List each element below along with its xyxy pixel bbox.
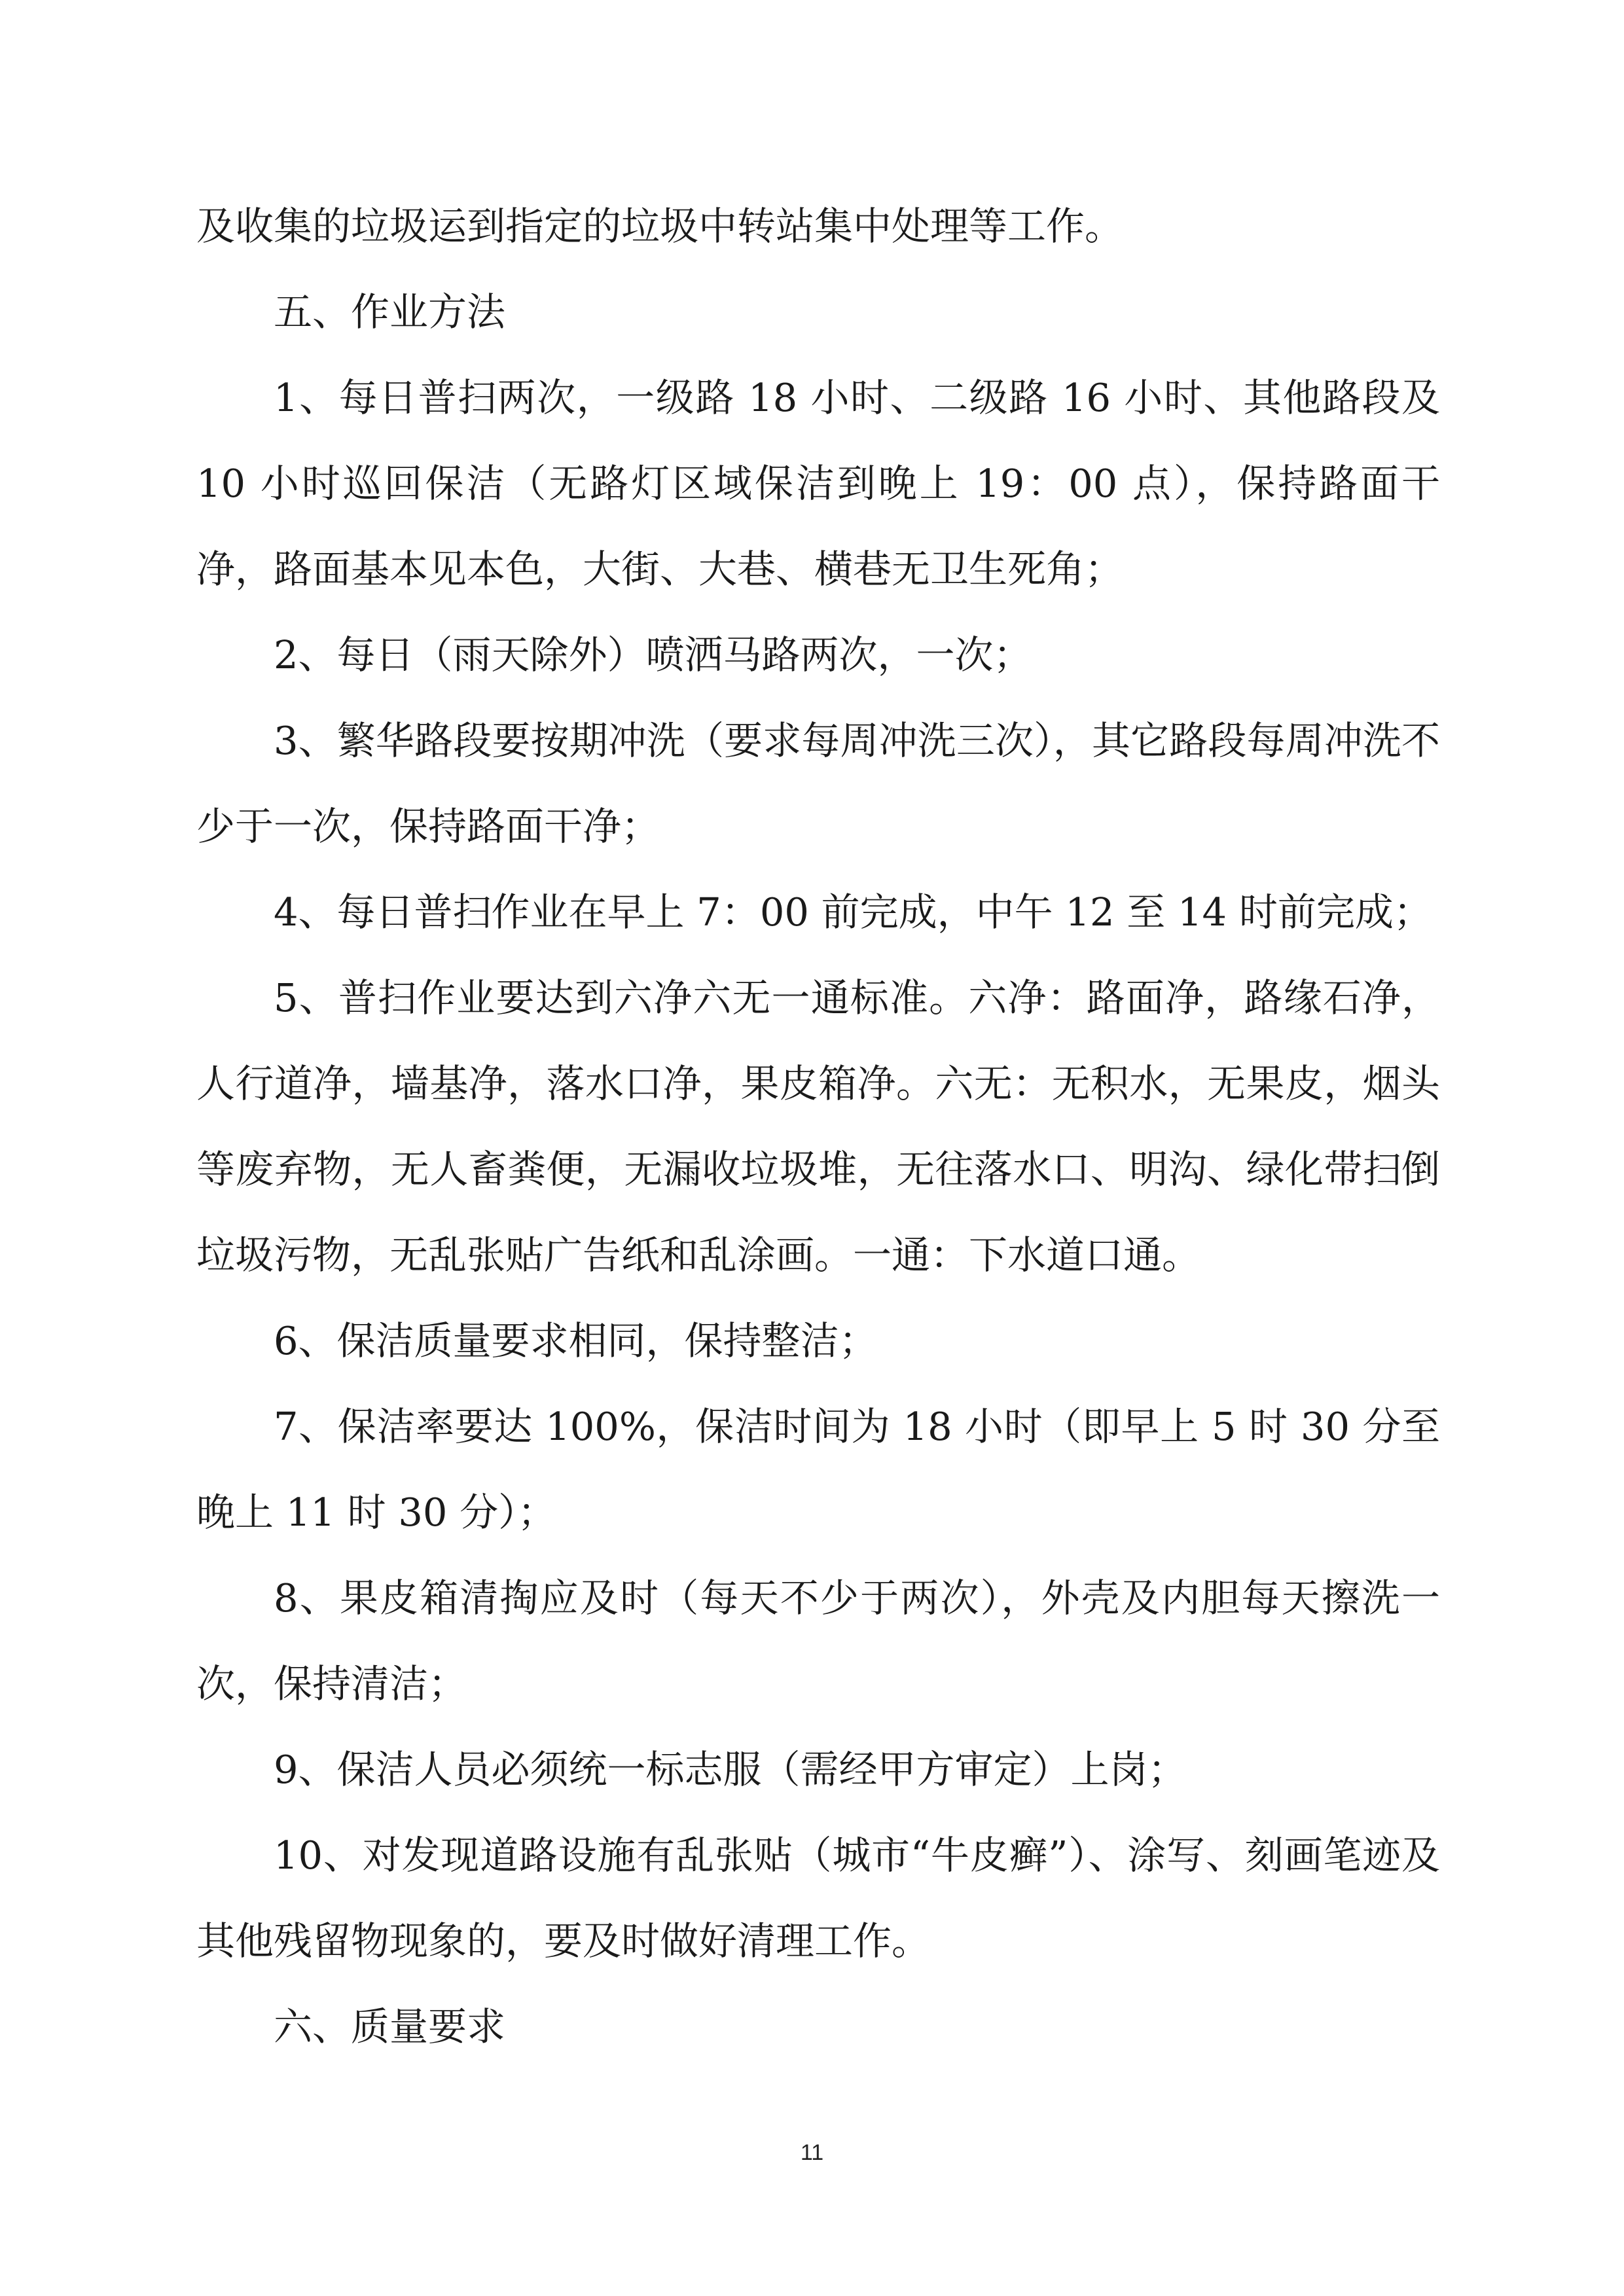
paragraph-item-10: 10、对发现道路设施有乱张贴（城市“牛皮癣”）、涂写、刻画笔迹及其他残留物现象的，要及时做好清理工作。 [196,1833,1440,1964]
paragraph-item-2: 2、每日（雨天除外）喷洒马路两次，一次； [274,632,1032,677]
paragraph-item-4: 4、每日普扫作业在早上 7：00 前完成，中午 12 至 14 时前完成； [274,889,1432,935]
paragraph-item-8: 8、果皮箱清掏应及时（每天不少于两次），外壳及内胆每天擦洗一次，保持清洁； [196,1575,1440,1706]
paragraph-intro-continuation: 及收集的垃圾运到指定的垃圾中转站集中处理等工作。 [196,204,1124,249]
paragraph-item-1: 1、每日普扫两次，一级路 18 小时、二级路 16 小时、其他路段及 10 小时巡回保洁（无路灯区域保洁到晚上 19：00 点），保持路面干净，路面基本见本色，大街、大巷、横巷无卫生死角； [196,375,1453,592]
paragraph-item-9: 9、保洁人员必须统一标志服（需经甲方审定）上岗； [274,1747,1187,1792]
paragraph-item-7: 7、保洁率要达 100%，保洁时间为 18 小时（即早上 5 时 30 分至晚上 11 时 30 分）； [196,1404,1440,1535]
paragraph-item-5: 5、普扫作业要达到六净六无一通标准。六净：路面净，路缘石净，人行道净，墙基净，落水口净，果皮箱净。六无：无积水，无果皮，烟头等废弃物，无人畜粪便，无漏收垃圾堆，无往落水口、明沟、绿化带扫倒垃圾污物，无乱张贴广告纸和乱涂画。一通：下水道口通。 [196,975,1440,1278]
paragraph-item-3: 3、繁华路段要按期冲洗（要求每周冲洗三次），其它路段每周冲洗不少于一次，保持路面干净； [196,718,1440,849]
document-body [196,183,1453,2070]
page-number: 11 [800,2140,824,2165]
paragraph-item-6: 6、保洁质量要求相同，保持整洁； [274,1318,878,1363]
section-heading-quality-requirements: 六、质量要求 [274,2004,506,2049]
section-heading-work-methods: 五、作业方法 [274,289,506,334]
